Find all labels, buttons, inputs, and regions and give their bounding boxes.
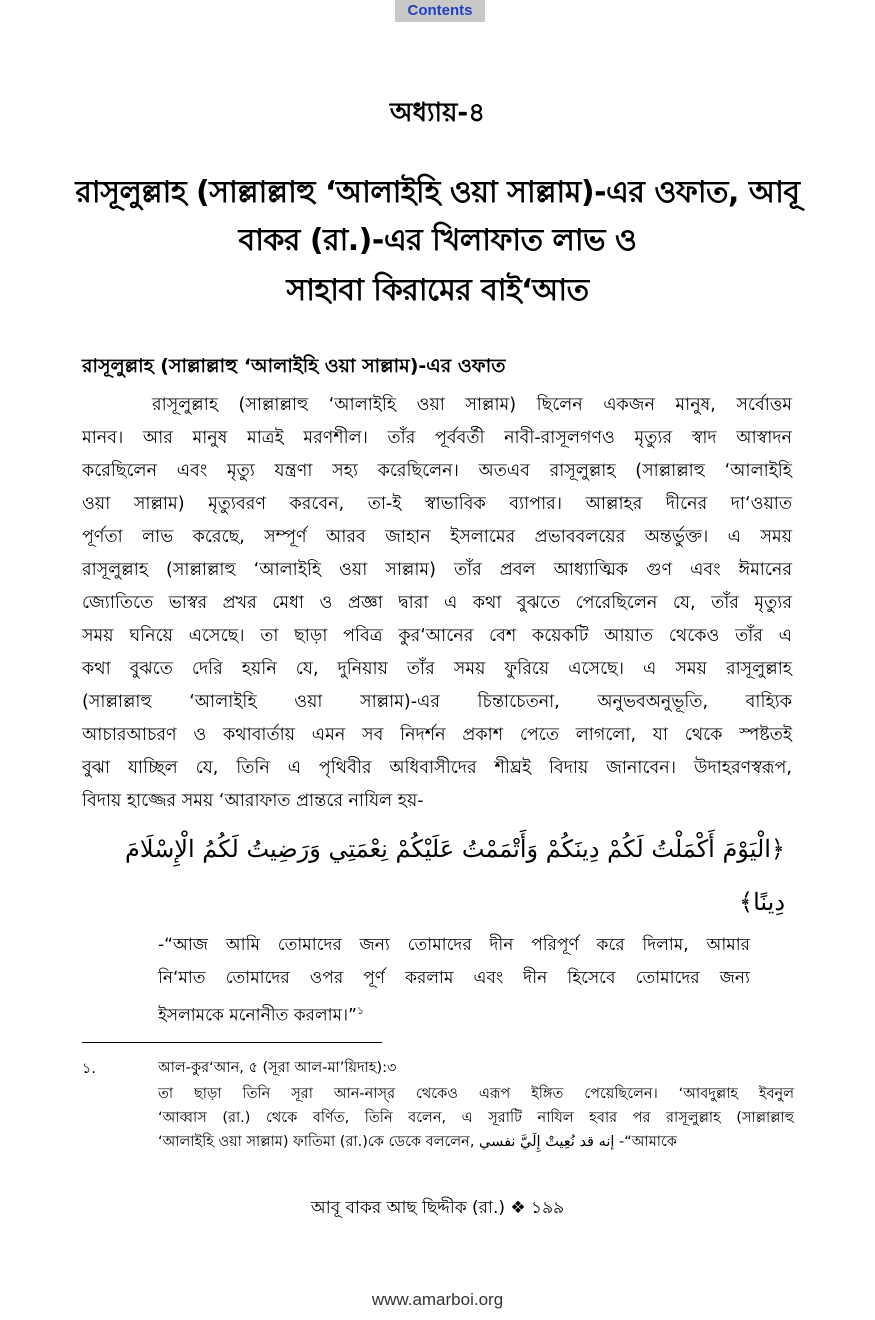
paragraph-line: (সাল্লাল্লাহু ‘আলাইহি ওয়া সাল্লাম)-এর চিন্তাচেতনা, অনুভবঅনুভূতি, বাহ্যিক	[82, 692, 792, 712]
footnote-arabic: إنه قد نُعِيتْ إِلَيَّ نفسي	[479, 1134, 615, 1150]
translation-line: নি‘মাত তোমাদের ওপর পূর্ণ করলাম এবং দীন হিসেবে তোমাদের জন্য	[158, 968, 750, 988]
page-number: ১৯৯	[531, 1198, 565, 1218]
translation-line: -“আজ আমি তোমাদের জন্য তোমাদের দীন পরিপূর্ণ করে দিলাম, আমার	[158, 935, 750, 955]
paragraph-line: ওয়া সাল্লাম) মৃত্যুবরণ করবেন, তা-ই স্বাভাবিক ব্যাপার। আল্লাহর দীনের দা‘ওয়াত	[82, 494, 792, 514]
chapter-label: অধ্যায়-৪	[389, 98, 486, 128]
footnote-reference[interactable]: ১	[356, 1004, 365, 1017]
paragraph-line: রাসূলুল্লাহ (সাল্লাল্লাহু ‘আলাইহি ওয়া সাল্লাম) ছিলেন একজন মানুষ, সর্বোত্তম	[152, 395, 792, 415]
footnote-text-end: -“আমাকে	[619, 1134, 677, 1150]
paragraph-line: বুঝা যাচ্ছিল যে, তিনি এ পৃথিবীর অধিবাসীদের শীঘ্রই বিদায় জানাবেন। উদাহরণস্বরূপ,	[82, 758, 792, 778]
paragraph-line: রাসূলুল্লাহ (সাল্লাল্লাহু ‘আলাইহি ওয়া সাল্লাম) তাঁর প্রবল আধ্যাত্মিক গুণ এবং ঈমানের	[82, 560, 792, 580]
site-url-link[interactable]: www.amarboi.org	[371, 1290, 504, 1309]
paragraph-line: আচারআচরণ ও কথাবার্তায় এমন সব নিদর্শন প্রকাশ পেতে লাগলো, যা থেকে স্পষ্টতই	[82, 725, 792, 745]
separator-icon: ❖	[510, 1198, 526, 1218]
translation-text: ইসলামকে মনোনীত করলাম।”	[158, 1005, 357, 1026]
chapter-title-line-2: বাকর (রা.)-এর খিলাফাত লাভ ও	[238, 223, 637, 258]
paragraph-line: সময় ঘনিয়ে এসেছে। তা ছাড়া পবিত্র কুর‘আনের বেশ কয়েকটি আয়াত থেকেও তাঁর এ	[82, 626, 792, 646]
footnote-number: ১.	[82, 1061, 97, 1077]
footnote-citation: আল-কুর‘আন, ৫ (সূরা আল-মা’য়িদাহ):৩	[158, 1060, 397, 1076]
footnote-text: ‘আলাইহি ওয়া সাল্লাম) ফাতিমা (রা.)কে ডেকে বললেন,	[158, 1134, 475, 1150]
chapter-title-line-1: রাসূলুল্লাহ (সাল্লাল্লাহু ‘আলাইহি ওয়া সাল্লাম)-এর ওফাত, আবূ	[75, 175, 800, 210]
paragraph-line: কথা বুঝতে দেরি হয়নি যে, দুনিয়ায় তাঁর সময় ফুরিয়ে এসেছে। এ সময় রাসূলুল্লাহ	[82, 659, 792, 679]
paragraph-line: মানব। আর মানুষ মাত্রই মরণশীল। তাঁর পূর্ববর্তী নাবী-রাসূলগণও মৃত্যুর স্বাদ আস্বাদন	[82, 428, 792, 448]
page-footer	[0, 1195, 875, 1223]
paragraph-line: বিদায় হাজ্জের সময় ‘আরাফাত প্রান্তরে নাযিল হয়-	[82, 791, 424, 811]
footnote-divider	[82, 1042, 382, 1043]
translation-line	[158, 996, 750, 1031]
footnote-line: তা ছাড়া তিনি সূরা আন-নাস্‌র থেকেও এরূপ ইঙ্গিত পেয়েছিলেন। ‘আবদুল্লাহ ইবনুল	[158, 1086, 794, 1102]
paragraph-line: করেছিলেন এবং মৃত্যু যন্ত্রণা সহ্য করেছিলেন। অতএব রাসূলুল্লাহ (সাল্লাল্লাহু ‘আলাইহি	[82, 461, 792, 481]
quran-verse-line-2: دِينًا﴾	[739, 888, 785, 916]
footnote-line	[158, 1130, 794, 1154]
paragraph-line: পূর্ণতা লাভ করেছে, সম্পূর্ণ আরব জাহান ইসলামের প্রভাববলয়ের অন্তর্ভুক্ত। এ সময়	[82, 527, 792, 547]
footnote-line: ‘আব্বাস (রা.) থেকে বর্ণিত, তিনি বলেন, এ সূরাটি নাযিল হবার পর রাসূলুল্লাহ (সাল্লাল্লাহু	[158, 1110, 794, 1126]
quran-verse-line-1: ﴿الْيَوْمَ أَكْمَلْتُ لَكُمْ دِينَكُمْ وَأَتْمَمْتُ عَلَيْكُمْ نِعْمَتِي وَرَضِيتُ لَكُمُ الْإِسْلَامَ	[125, 835, 785, 863]
book-title: আবূ বাকর আছ ছিদ্দীক (রা.)	[310, 1198, 505, 1218]
paragraph-line: জ্যোতিতে ভাস্বর প্রখর মেধা ও প্রজ্ঞা দ্বারা এ কথা বুঝতে পেরেছিলেন যে, তাঁর মৃত্যুর	[82, 593, 792, 613]
contents-button[interactable]: Contents	[395, 0, 485, 22]
chapter-title-line-3: সাহাবা কিরামের বাই‘আত	[286, 273, 589, 308]
section-heading: রাসূলুল্লাহ (সাল্লাল্লাহু ‘আলাইহি ওয়া সাল্লাম)-এর ওফাত	[82, 355, 506, 377]
